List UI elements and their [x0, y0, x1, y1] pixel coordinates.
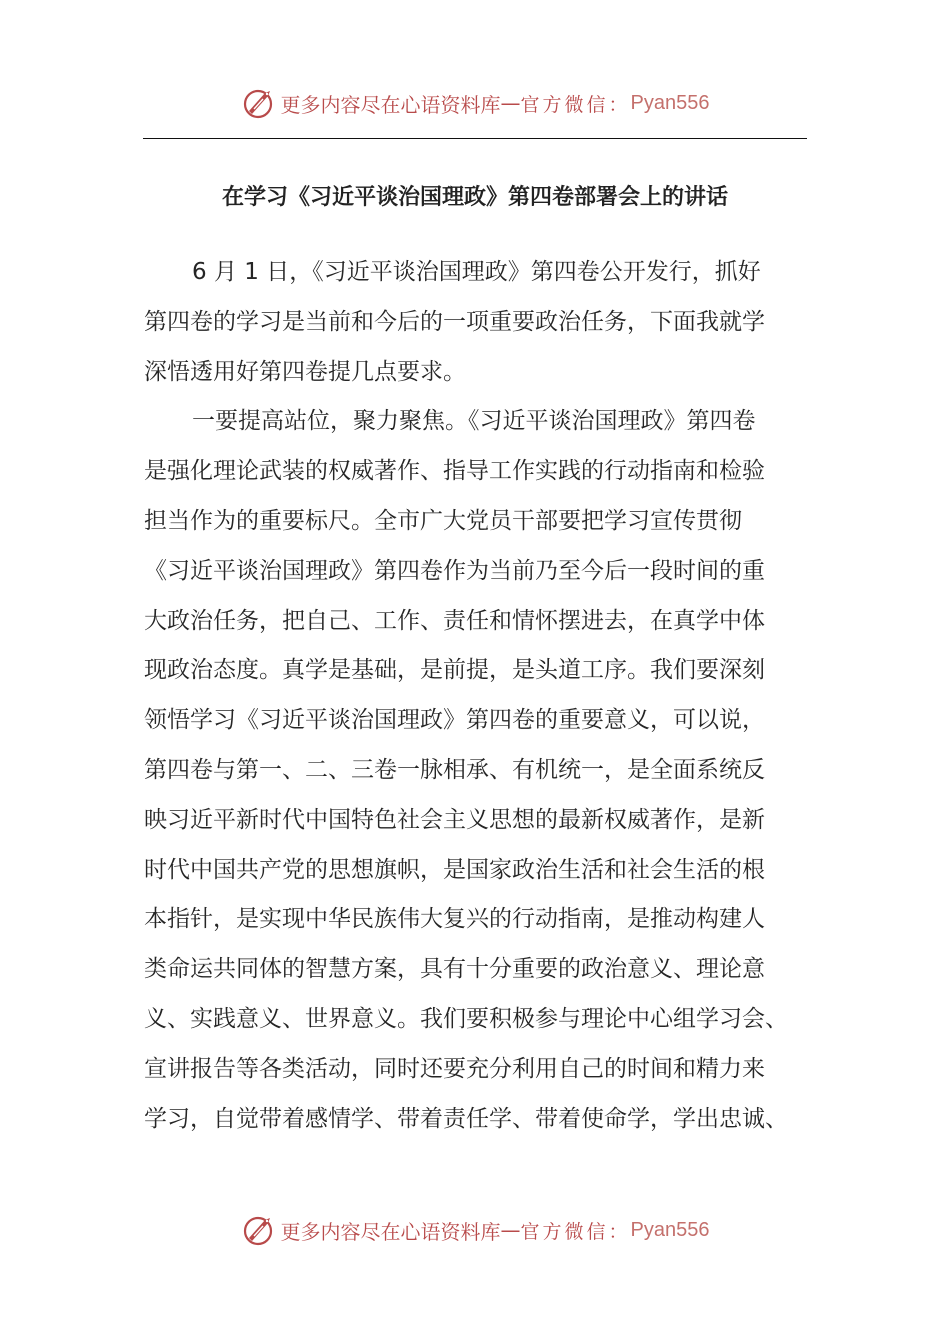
banner-text: 更多内容尽在心语资料库 [280, 92, 501, 117]
body-line: 是强化理论武装的权威著作、指导工作实践的行动指南和检验 [144, 458, 765, 485]
pen-nib-circle-icon [241, 1212, 277, 1248]
body-line: 义、实践意义、世界意义。我们要积极参与理论中心组学习会、 [144, 1005, 788, 1032]
body-line: 时代中国共产党的思想旗帜，是国家政治生活和社会生活的根 [144, 856, 765, 883]
header-banner [0, 83, 950, 123]
wechat-label: 官方微信： [520, 93, 631, 116]
wechat-id: Pyan556 [630, 91, 710, 114]
body-line: 学习，自觉带着感情学、带着责任学、带着使命学，学出忠诚、 [144, 1105, 788, 1132]
body-line: 现政治态度。真学是基础，是前提，是头道工序。我们要深刻 [144, 657, 765, 684]
body-line: 类命运共同体的智慧方案，具有十分重要的政治意义、理论意 [144, 956, 765, 983]
wechat-label: 官方微信： [520, 1220, 631, 1243]
document-body [144, 248, 808, 1144]
body-line: 一要提高站位，聚力聚焦。《习近平谈治国理政》第四卷 [192, 408, 756, 435]
body-line: 第四卷与第一、二、三卷一脉相承、有机统一，是全面系统反 [144, 756, 765, 783]
body-line: 6 月 1 日，《习近平谈治国理政》第四卷公开发行，抓好 [192, 259, 761, 285]
footer-banner [0, 1210, 950, 1250]
body-line: 《习近平谈治国理政》第四卷作为当前乃至今后一段时间的重 [144, 557, 765, 584]
banner-separator: — [500, 1218, 521, 1242]
pen-nib-circle-icon [241, 85, 277, 121]
banner-separator: — [500, 91, 521, 115]
body-line: 本指针，是实现中华民族伟大复兴的行动指南，是推动构建人 [144, 906, 765, 933]
document-title: 在学习《习近平谈治国理政》第四卷部署会上的讲话 [221, 185, 728, 210]
body-line: 宣讲报告等各类活动，同时还要充分利用自己的时间和精力来 [144, 1055, 765, 1082]
body-line: 担当作为的重要标尺。全市广大党员干部要把学习宣传贯彻 [144, 507, 742, 534]
body-line: 第四卷的学习是当前和今后的一项重要政治任务，下面我就学 [144, 308, 765, 335]
body-line: 深悟透用好第四卷提几点要求。 [144, 358, 466, 385]
banner-text: 更多内容尽在心语资料库 [280, 1219, 501, 1244]
wechat-id: Pyan556 [630, 1218, 710, 1241]
body-line: 大政治任务，把自己、工作、责任和情怀摆进去，在真学中体 [144, 607, 765, 634]
body-line: 领悟学习《习近平谈治国理政》第四卷的重要意义，可以说， [144, 707, 765, 734]
body-line: 映习近平新时代中国特色社会主义思想的最新权威著作，是新 [144, 806, 765, 833]
header-divider [143, 138, 807, 139]
